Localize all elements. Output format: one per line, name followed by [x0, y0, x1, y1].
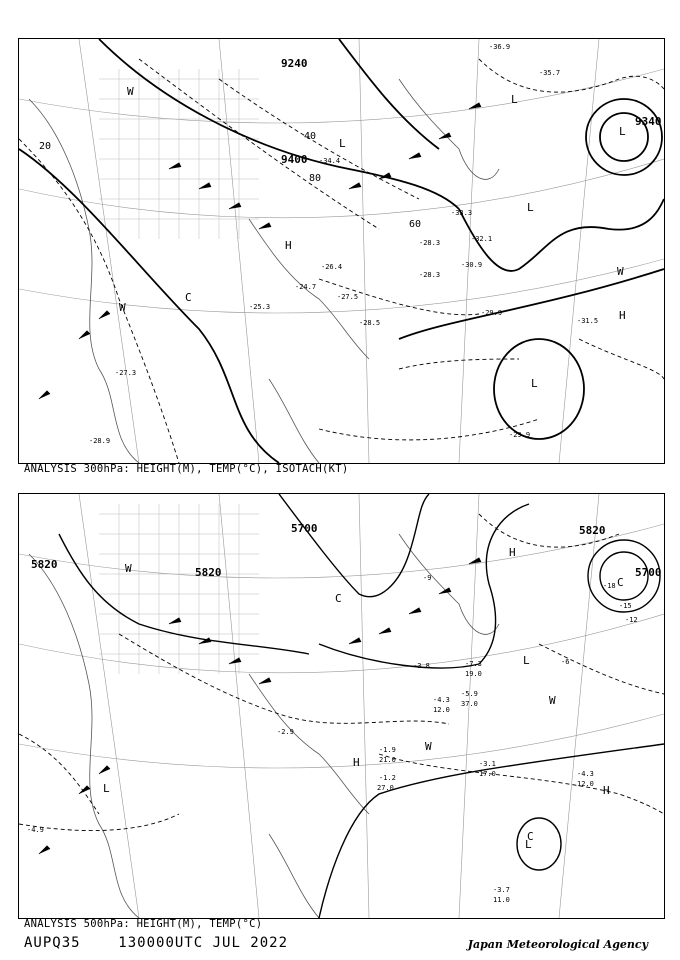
pressure-center: C [527, 830, 534, 843]
pressure-center: L [527, 201, 534, 214]
hatched-area [99, 69, 259, 239]
graticule [19, 494, 664, 918]
height-label: 5820 [579, 524, 606, 537]
temperature-label: -30.9 [461, 261, 483, 269]
pressure-center: H [353, 756, 360, 769]
temperature-label: -9 [423, 574, 432, 582]
pressure-center: L [619, 125, 626, 138]
pressure-center: H [603, 784, 610, 797]
pressure-center: L [339, 137, 346, 150]
wind-barbs [39, 558, 481, 854]
pressure-center: W [125, 562, 132, 575]
pressure-center: H [285, 239, 292, 252]
value-label: 12.0 [433, 706, 450, 714]
footer-product-line [24, 935, 288, 951]
coastline [29, 534, 499, 918]
temperature-label: -26.4 [321, 263, 343, 271]
graticule [19, 39, 664, 463]
value-label: 37.0 [461, 700, 478, 708]
isotach-label: 40 [304, 131, 317, 142]
temperature-label: -4.3 [577, 770, 594, 778]
isotach-label: 60 [409, 219, 422, 230]
temperature-label: -29.9 [481, 309, 503, 317]
height-label: 5820 [195, 566, 222, 579]
value-label: 17.0 [479, 770, 496, 778]
height-label: 9400 [281, 153, 308, 166]
height-label: 5700 [635, 566, 662, 579]
temperature-label: -3.7 [493, 886, 510, 894]
isotach-label: 80 [309, 173, 322, 184]
height-contours [59, 494, 664, 918]
temperature-label: -4.3 [433, 696, 450, 704]
pressure-center: W [617, 265, 624, 278]
temperature-label: -35.7 [539, 69, 561, 77]
temperature-label: -33.3 [451, 209, 473, 217]
temperature-label: -6 [561, 658, 570, 666]
pressure-center: C [617, 576, 624, 589]
temperature-label: -24.7 [295, 283, 317, 291]
height-label: 5700 [291, 522, 318, 535]
temperature-label: -7.3 [465, 660, 482, 668]
value-label: 19.0 [465, 670, 482, 678]
pressure-center: L [511, 93, 518, 106]
temperature-label: -3.8 [413, 662, 430, 670]
pressure-center: W [119, 301, 126, 314]
temperature-label: -31.5 [577, 317, 599, 325]
pressure-center: L [103, 782, 110, 795]
temperature-label: -1.2 [379, 774, 396, 782]
pressure-center: H [619, 309, 626, 322]
hatched-area [99, 504, 259, 674]
value-label: 11.0 [493, 896, 510, 904]
temperature-label: -34.4 [319, 157, 341, 165]
pressure-center: W [425, 740, 432, 753]
value-label: 27.0 [377, 784, 394, 792]
isotach-label: 20 [39, 141, 52, 152]
temperature-label: -29.9 [509, 431, 531, 439]
temperature-label: -4.9 [27, 826, 44, 834]
temperature-label: -3.1 [479, 760, 496, 768]
temperature-label: -28.5 [359, 319, 381, 327]
temperature-label: -18 [603, 582, 616, 590]
chart-500hpa-caption: ANALYSIS 500hPa: HEIGHT(M), TEMP(°C) [24, 918, 263, 930]
value-label: 12.0 [577, 780, 594, 788]
temperature-label: -2.9 [277, 728, 294, 736]
pressure-center: L [531, 377, 538, 390]
analysis-time: 130000UTC JUL 2022 [118, 935, 289, 951]
product-code: AUPQ35 [24, 935, 81, 951]
temperature-label: -32.1 [471, 235, 493, 243]
pressure-center: L [523, 654, 530, 667]
agency-name: Japan Meteorological Agency [467, 938, 648, 951]
temperature-label: -27.5 [337, 293, 359, 301]
chart-500hpa [18, 493, 665, 919]
temperature-label: -25.3 [249, 303, 271, 311]
temperature-contours [19, 514, 664, 831]
temperature-label: -12 [625, 616, 638, 624]
temperature-label: -15 [619, 602, 632, 610]
chart-300hpa-caption: ANALYSIS 300hPa: HEIGHT(M), TEMP(°C), ISOTACH(KT) [24, 463, 349, 475]
map-500hpa [19, 494, 664, 918]
map-300hpa [19, 39, 664, 463]
height-label: 5820 [31, 558, 58, 571]
pressure-center: L [525, 838, 532, 851]
isotach-contours [19, 59, 664, 463]
temperature-label: -27.3 [115, 369, 137, 377]
chart-300hpa [18, 38, 665, 464]
temperature-label: -5.9 [461, 690, 478, 698]
height-label: 9340 [635, 115, 662, 128]
temperature-label: -28.3 [419, 239, 441, 247]
pressure-center: H [509, 546, 516, 559]
value-label: 21.0 [379, 756, 396, 764]
temperature-label: -28.9 [89, 437, 111, 445]
height-contours [19, 39, 664, 463]
temperature-label: -36.9 [489, 43, 511, 51]
pressure-center: C [335, 592, 342, 605]
pressure-center: W [549, 694, 556, 707]
pressure-center: W [127, 85, 134, 98]
temperature-label: -1.9 [379, 746, 396, 754]
height-label: 9240 [281, 57, 308, 70]
temperature-label: -28.3 [419, 271, 441, 279]
pressure-center: C [185, 291, 192, 304]
wind-barbs [39, 103, 481, 399]
